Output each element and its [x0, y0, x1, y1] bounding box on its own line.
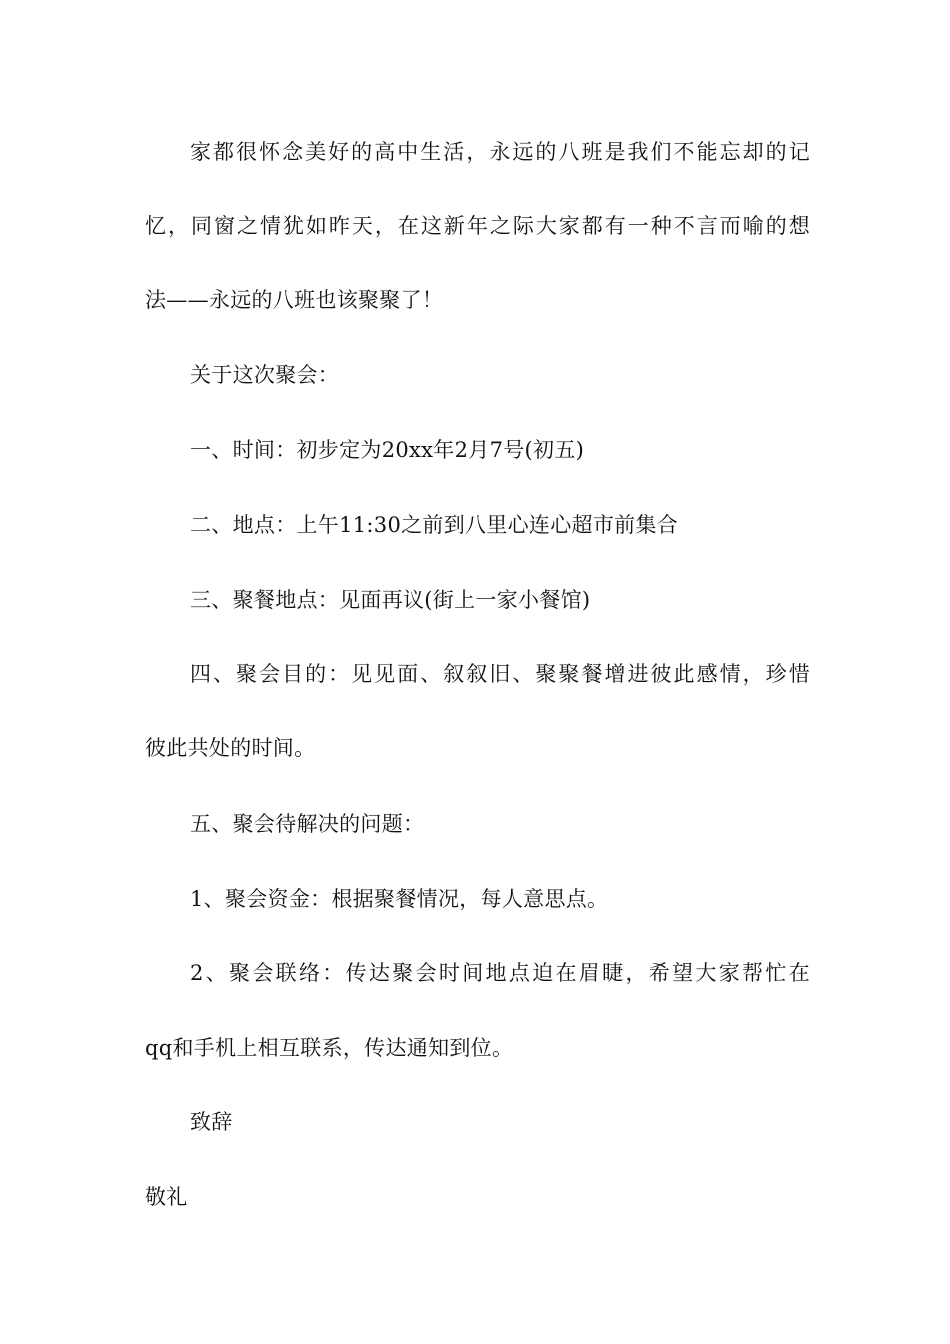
item-dining-location: 三、聚餐地点：见面再议(街上一家小餐馆) [190, 588, 591, 612]
item-time: 一、时间：初步定为20xx年2月7号(初五) [190, 438, 585, 462]
item-purpose-line-1: 四、聚会目的：见见面、叙叙旧、聚聚餐增进彼此感情，珍惜 [190, 662, 810, 686]
item-issues: 五、聚会待解决的问题： [190, 812, 425, 836]
paragraph-line-3: 法——永远的八班也该聚聚了！ [145, 288, 444, 312]
item-location: 二、地点：上午11:30之前到八里心连心超市前集合 [190, 513, 679, 537]
salutation: 敬礼 [145, 1185, 188, 1209]
section-intro: 关于这次聚会： [190, 363, 340, 387]
closing-remark: 致辞 [190, 1110, 233, 1134]
item-purpose-line-2: 彼此共处的时间。 [145, 736, 316, 760]
paragraph-line-1: 家都很怀念美好的高中生活，永远的八班是我们不能忘却的记 [190, 140, 810, 164]
issue-contact-line-1: 2、聚会联络：传达聚会时间地点迫在眉睫，希望大家帮忙在 [190, 961, 810, 985]
paragraph-line-2: 忆，同窗之情犹如昨天，在这新年之际大家都有一种不言而喻的想 [145, 214, 810, 238]
issue-funding: 1、聚会资金：根据聚餐情况，每人意思点。 [190, 887, 609, 911]
issue-contact-line-2: qq和手机上相互联系，传达通知到位。 [145, 1036, 514, 1060]
